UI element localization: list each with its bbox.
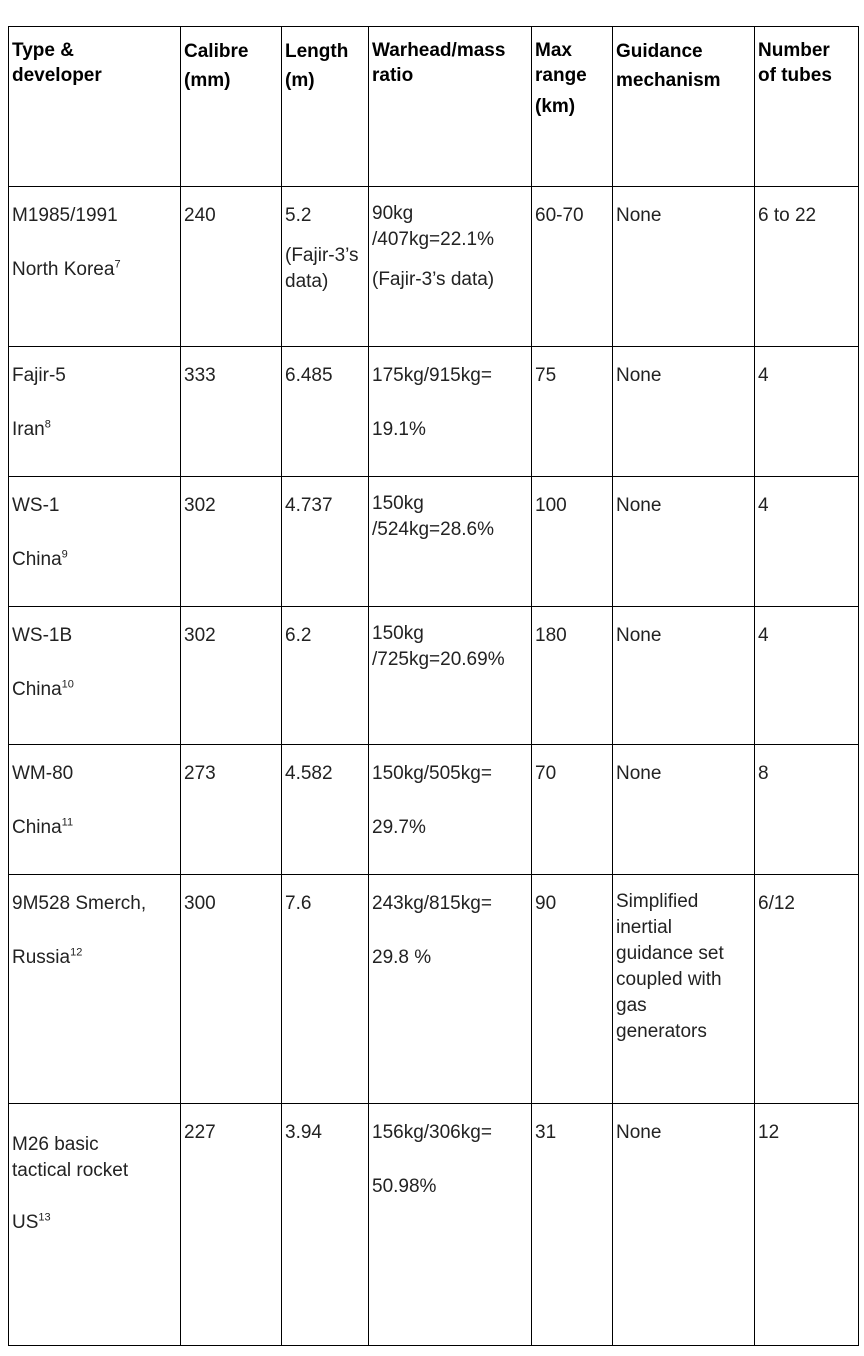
length-value: 4.582	[285, 763, 333, 784]
cell-warhead	[369, 187, 532, 347]
tubes-value: 6 to 22	[758, 205, 817, 226]
header-text: (mm)	[184, 70, 231, 91]
calibre-value: 302	[184, 625, 216, 646]
calibre-value: 333	[184, 365, 216, 386]
guidance-value: Simplified	[616, 891, 699, 912]
cell-tubes	[755, 187, 859, 347]
cell-length	[282, 477, 369, 607]
cell-type	[9, 745, 181, 875]
header-tubes	[755, 27, 859, 187]
cell-calibre	[181, 1104, 282, 1346]
header-text: ratio	[372, 65, 414, 86]
developer	[12, 415, 176, 445]
footnote-ref: 12	[70, 946, 83, 959]
warhead-value: 243kg/815kg=	[372, 893, 492, 914]
rocket-name: tactical rocket	[12, 1160, 129, 1181]
header-length	[282, 27, 369, 187]
cell-tubes	[755, 347, 859, 477]
calibre-value: 300	[184, 893, 216, 914]
developer	[12, 813, 176, 843]
cell-calibre	[181, 607, 282, 745]
length-value: 7.6	[285, 893, 312, 914]
cell-calibre	[181, 347, 282, 477]
range-value: 70	[535, 763, 557, 784]
cell-length	[282, 347, 369, 477]
rocket-name: WS-1B	[12, 625, 73, 646]
range-value: 31	[535, 1122, 557, 1143]
rocket-spec-table	[8, 26, 859, 1346]
length-value: 5.2	[285, 205, 312, 226]
table-row	[9, 745, 859, 875]
developer	[12, 943, 176, 973]
header-warhead	[369, 27, 532, 187]
cell-calibre	[181, 745, 282, 875]
cell-tubes	[755, 1104, 859, 1346]
header-text: Guidance	[616, 41, 703, 62]
header-text: (m)	[285, 70, 315, 91]
cell-calibre	[181, 477, 282, 607]
cell-length	[282, 875, 369, 1104]
guidance-value: generators	[616, 1021, 707, 1042]
footnote-ref: 8	[44, 418, 51, 431]
cell-length	[282, 745, 369, 875]
rocket-name: Fajir-5	[12, 365, 66, 386]
header-text: Warhead/mass	[372, 40, 506, 61]
header-type	[9, 27, 181, 187]
guidance-value: None	[616, 625, 662, 646]
cell-guidance	[613, 745, 755, 875]
cell-warhead	[369, 745, 532, 875]
range-value: 100	[535, 495, 567, 516]
range-value: 90	[535, 893, 557, 914]
cell-warhead	[369, 477, 532, 607]
developer-name: Iran	[12, 419, 45, 440]
tubes-value: 4	[758, 495, 769, 516]
warhead-value: 50.98%	[372, 1176, 437, 1197]
footnote-ref: 7	[114, 258, 121, 271]
cell-type	[9, 187, 181, 347]
header-text: Calibre	[184, 41, 249, 62]
developer	[12, 675, 176, 705]
warhead-value: 150kg	[372, 623, 424, 644]
guidance-value: None	[616, 763, 662, 784]
developer-name: Russia	[12, 947, 71, 968]
header-text: Length	[285, 41, 349, 62]
range-value: 60-70	[535, 205, 584, 226]
rocket-name: M26 basic	[12, 1134, 99, 1155]
rocket-name: WS-1	[12, 495, 60, 516]
length-value: 4.737	[285, 495, 333, 516]
cell-range	[532, 187, 613, 347]
header-range	[532, 27, 613, 187]
header-guidance	[613, 27, 755, 187]
warhead-value: 175kg/915kg=	[372, 365, 492, 386]
guidance-value: None	[616, 365, 662, 386]
length-value: 6.485	[285, 365, 333, 386]
warhead-value: 150kg	[372, 493, 424, 514]
calibre-value: 240	[184, 205, 216, 226]
cell-tubes	[755, 477, 859, 607]
footnote-ref: 11	[61, 816, 74, 829]
cell-range	[532, 1104, 613, 1346]
header-text: developer	[12, 65, 102, 86]
table-row	[9, 347, 859, 477]
cell-warhead	[369, 607, 532, 745]
tubes-value: 8	[758, 763, 769, 784]
cell-range	[532, 875, 613, 1104]
cell-type	[9, 477, 181, 607]
guidance-value: None	[616, 1122, 662, 1143]
table-row	[9, 607, 859, 745]
warhead-value: 156kg/306kg=	[372, 1122, 492, 1143]
cell-warhead	[369, 875, 532, 1104]
header-calibre	[181, 27, 282, 187]
warhead-note: (Fajir-3’s data)	[372, 269, 495, 290]
length-note: data)	[285, 271, 329, 292]
developer	[12, 255, 176, 285]
developer	[12, 1208, 176, 1238]
cell-tubes	[755, 607, 859, 745]
developer-name: US	[12, 1212, 39, 1233]
guidance-value: gas	[616, 995, 647, 1016]
footnote-ref: 9	[61, 548, 68, 561]
developer-name: China	[12, 549, 62, 570]
rocket-name: M1985/1991	[12, 205, 118, 226]
header-text: of tubes	[758, 65, 832, 86]
table-row	[9, 477, 859, 607]
cell-guidance	[613, 607, 755, 745]
cell-type	[9, 1104, 181, 1346]
cell-guidance	[613, 187, 755, 347]
guidance-value: inertial	[616, 917, 672, 938]
table-row	[9, 187, 859, 347]
cell-warhead	[369, 347, 532, 477]
cell-calibre	[181, 187, 282, 347]
header-text: Max	[535, 40, 572, 61]
header-text: range	[535, 65, 587, 86]
cell-guidance	[613, 347, 755, 477]
warhead-value: /407kg=22.1%	[372, 229, 495, 250]
developer-name: North Korea	[12, 259, 115, 280]
length-note: (Fajir-3’s	[285, 245, 359, 266]
warhead-value: 150kg/505kg=	[372, 763, 492, 784]
tubes-value: 4	[758, 625, 769, 646]
warhead-value: /725kg=20.69%	[372, 649, 505, 670]
calibre-value: 273	[184, 763, 216, 784]
cell-guidance	[613, 1104, 755, 1346]
range-value: 75	[535, 365, 557, 386]
guidance-value: guidance set	[616, 943, 724, 964]
tubes-value: 12	[758, 1122, 780, 1143]
header-row	[9, 27, 859, 187]
cell-range	[532, 347, 613, 477]
cell-range	[532, 607, 613, 745]
header-text: Number	[758, 40, 830, 61]
tubes-value: 6/12	[758, 893, 795, 914]
cell-tubes	[755, 745, 859, 875]
footnote-ref: 10	[61, 678, 74, 691]
cell-calibre	[181, 875, 282, 1104]
cell-type	[9, 875, 181, 1104]
rocket-name: WM-80	[12, 763, 74, 784]
warhead-value: 90kg	[372, 203, 414, 224]
cell-type	[9, 347, 181, 477]
length-value: 3.94	[285, 1122, 322, 1143]
warhead-value: 19.1%	[372, 419, 426, 440]
developer-name: China	[12, 817, 62, 838]
developer	[12, 545, 176, 575]
cell-warhead	[369, 1104, 532, 1346]
cell-guidance	[613, 477, 755, 607]
cell-tubes	[755, 875, 859, 1104]
footnote-ref: 13	[38, 1211, 51, 1224]
cell-range	[532, 745, 613, 875]
header-text: (km)	[535, 96, 576, 117]
rocket-name: 9M528 Smerch,	[12, 893, 147, 914]
guidance-value: None	[616, 205, 662, 226]
developer-name: China	[12, 679, 62, 700]
header-text: Type &	[12, 40, 74, 61]
cell-length	[282, 607, 369, 745]
calibre-value: 302	[184, 495, 216, 516]
cell-length	[282, 1104, 369, 1346]
table-row	[9, 1104, 859, 1346]
cell-length	[282, 187, 369, 347]
range-value: 180	[535, 625, 567, 646]
cell-type	[9, 607, 181, 745]
guidance-value: coupled with	[616, 969, 722, 990]
warhead-value: /524kg=28.6%	[372, 519, 495, 540]
guidance-value: None	[616, 495, 662, 516]
length-value: 6.2	[285, 625, 312, 646]
warhead-value: 29.8 %	[372, 947, 432, 968]
table-row	[9, 875, 859, 1104]
calibre-value: 227	[184, 1122, 216, 1143]
cell-guidance	[613, 875, 755, 1104]
cell-range	[532, 477, 613, 607]
tubes-value: 4	[758, 365, 769, 386]
header-text: mechanism	[616, 70, 721, 91]
warhead-value: 29.7%	[372, 817, 426, 838]
